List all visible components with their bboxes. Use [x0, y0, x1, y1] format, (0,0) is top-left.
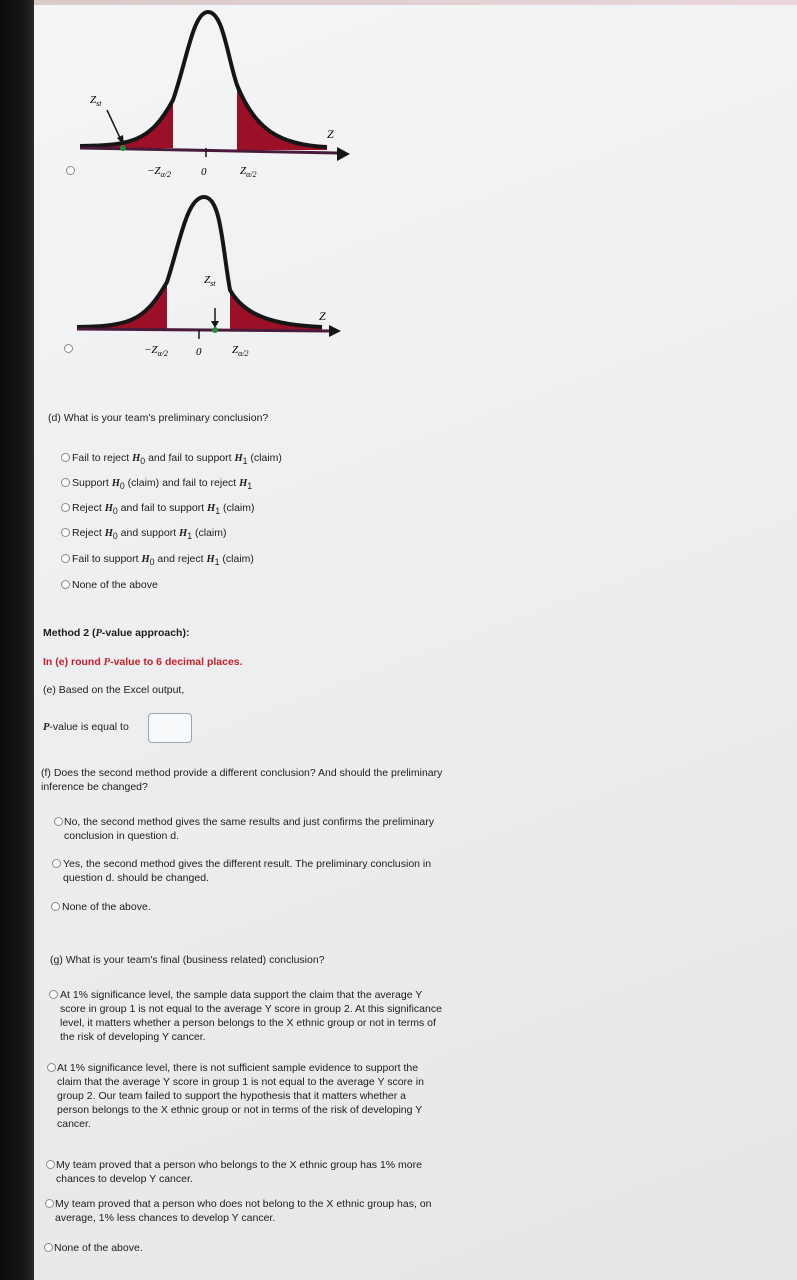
g-option-label-5: None of the above.	[54, 1242, 143, 1254]
zst-label: $Z_{st}$	[204, 274, 216, 288]
p-value-input[interactable]	[148, 713, 192, 743]
f-option-radio-3[interactable]	[51, 902, 60, 911]
zero-label: 0	[201, 166, 207, 178]
zst-point	[120, 145, 126, 151]
axis-z-label: Z	[319, 309, 326, 323]
g-option-radio-3[interactable]	[46, 1160, 55, 1169]
f-option-label-1: No, the second method gives the same results and just confirms the preliminary conclusion in question d.	[64, 816, 435, 842]
zero-label: 0	[196, 346, 202, 358]
rounding-note: In (e) round P-value to 6 decimal places.	[43, 656, 243, 668]
d-option-label-2: Support $H_0$ (claim) and fail to reject $H_1$	[72, 477, 253, 492]
normal-curve-figure-2	[72, 190, 362, 365]
d-option-radio-4[interactable]	[61, 528, 70, 537]
f-option-radio-2[interactable]	[52, 859, 61, 868]
d-option-radio-1[interactable]	[61, 453, 70, 462]
g-option-label-4: My team proved that a person who does not belong to the X ethnic group has, on average, 1% less chances to develop Y cancer.	[55, 1198, 432, 1224]
z-axis	[77, 329, 329, 331]
axis-arrow-icon	[329, 325, 341, 337]
g-option-radio-1[interactable]	[49, 990, 58, 999]
d-option-radio-6[interactable]	[61, 580, 70, 589]
d-option-label-4: Reject $H_0$ and support $H_1$ (claim)	[72, 527, 227, 542]
f-option-label-2: Yes, the second method gives the different result. The preliminary conclusion in question d. should be changed.	[63, 858, 432, 884]
right-tail-region	[237, 85, 327, 150]
f-option-label-3: None of the above.	[62, 901, 151, 913]
normal-curve	[80, 12, 327, 147]
f-option-radio-1[interactable]	[54, 817, 63, 826]
pointer-arrowhead-icon	[211, 321, 219, 328]
normal-curve-figure-1	[75, 5, 365, 185]
d-option-label-1: Fail to reject $H_0$ and fail to support $H_1$ (claim)	[72, 452, 282, 467]
axis-arrow-icon	[337, 147, 350, 161]
p-value-label: P-value is equal to	[43, 721, 129, 733]
d-option-label-5: Fail to support $H_0$ and reject $H_1$ (claim)	[72, 553, 254, 568]
zst-point	[212, 327, 218, 333]
d-option-radio-2[interactable]	[61, 478, 70, 487]
figure-option-radio-1[interactable]	[66, 166, 75, 175]
zst-pointer	[107, 110, 121, 140]
g-option-label-3: My team proved that a person who belongs to the X ethnic group has 1% more chances to develop Y cancer.	[56, 1159, 422, 1185]
zst-label: $Z_{st}$	[90, 94, 102, 108]
g-option-label-1: At 1% significance level, the sample data support the claim that the average Y score in group 1 is not equal to the average Y score in group 2. At this significance level, it matters whether a person belongs to the X ethnic group or not in terms of the risk of developing Y cancer.	[60, 989, 442, 1043]
method-2-heading: Method 2 (P-value approach):	[43, 627, 190, 639]
question-d: (d) What is your team's preliminary conclusion?	[48, 412, 269, 424]
d-option-label-6: None of the above	[72, 579, 158, 591]
normal-curve	[77, 197, 322, 327]
pos-critical-label: $Z_{\alpha/2}$	[232, 344, 249, 358]
question-e: (e) Based on the Excel output,	[43, 684, 185, 696]
pos-critical-label: $Z_{\alpha/2}$	[240, 165, 257, 179]
question-f: (f) Does the second method provide a different conclusion? And should the preliminary inference be changed?	[41, 767, 443, 793]
d-option-radio-3[interactable]	[61, 503, 70, 512]
d-option-label-3: Reject $H_0$ and fail to support $H_1$ (claim)	[72, 502, 255, 517]
photo-left-edge	[0, 0, 34, 1280]
g-option-radio-4[interactable]	[45, 1199, 54, 1208]
g-option-radio-5[interactable]	[44, 1243, 53, 1252]
d-option-radio-5[interactable]	[61, 554, 70, 563]
question-g: (g) What is your team's final (business related) conclusion?	[50, 954, 325, 966]
g-option-radio-2[interactable]	[47, 1063, 56, 1072]
right-tail-region	[230, 290, 322, 330]
neg-critical-label: $-Z_{\alpha/2}$	[147, 165, 171, 179]
g-option-label-2: At 1% significance level, there is not sufficient sample evidence to support the claim that the average Y score in group 1 is not equal to the average Y score in group 2. Our team failed to support the hypothesis that it matters whether a person belongs to the X ethnic group or not in terms of the risk of developing Y cancer.	[57, 1062, 424, 1130]
axis-z-label: Z	[327, 127, 334, 141]
neg-critical-label: $-Z_{\alpha/2}$	[144, 344, 168, 358]
